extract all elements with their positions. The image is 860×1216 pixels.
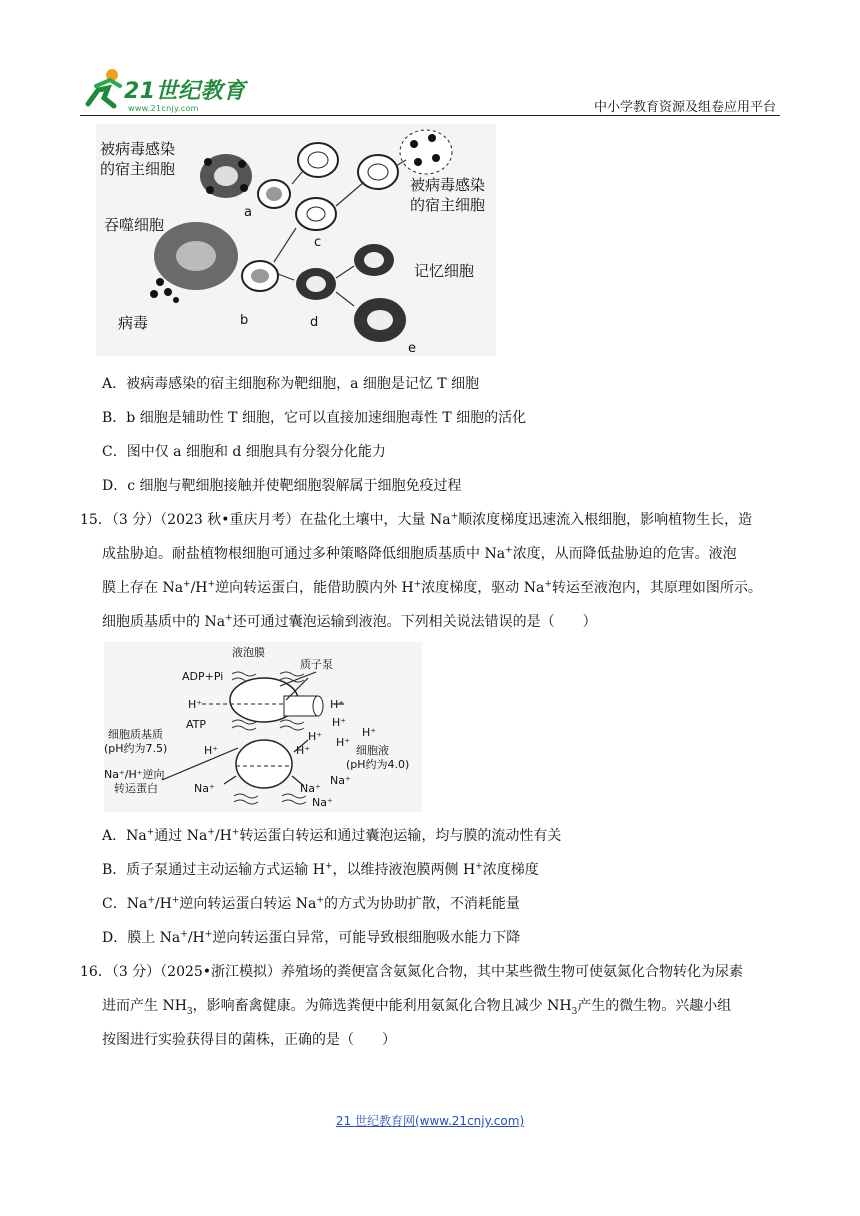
label-virus: 病毒 [118,314,149,332]
label-infected-host-left-1: 被病毒感染 [100,140,176,158]
label-vacuole-sap-1: 细胞液 [356,744,389,757]
q15-option-c: C．Na+/H+逆向转运蛋白转运 Na+的方式为协助扩散，不消耗能量 [102,895,520,912]
label-h-left: H⁺ [188,698,203,711]
label-vacuole-sap-2: (pH约为4.0) [346,758,410,771]
q14-option-d: D．c 细胞与靶细胞接触并使靶细胞裂解属于细胞免疫过程 [102,478,462,494]
q15-stem-line-3: 膜上存在 Na+/H+逆向转运蛋白，能借助膜内外 H+浓度梯度，驱动 Na+转运至液泡内，其原理如图所示。 [102,579,762,596]
label-h-right-3: H⁺ [308,730,323,743]
q15-stem-line-4: 细胞质基质中的 Na+还可通过囊泡运输到液泡。下列相关说法错误的是（ ） [102,613,597,630]
q15-stem-line-1: 15．（3 分）（2023 秋•重庆月考）在盐化土壤中，大量 Na+顺浓度梯度迅速流入根细胞，影响植物生长，造 [80,511,753,528]
label-h-antiporter-left: H⁺ [204,744,219,757]
label-na-left: Na⁺ [194,782,215,795]
label-infected-host-right-1: 被病毒感染 [410,176,486,194]
label-antiporter-1: Na⁺/H⁺逆向 [104,768,165,781]
immune-cells-figure [96,124,496,356]
header-platform-text: 中小学教育资源及组卷应用平台 [593,100,776,115]
label-h-right-2: H⁺ [332,716,347,729]
q14-option-b: B．b 细胞是辅助性 T 细胞，它可以直接加速细胞毒性 T 细胞的活化 [102,410,527,426]
label-h-antiporter-right: H⁺ [296,744,311,757]
label-cell-e: e [408,341,416,356]
header-divider [80,115,780,116]
q15-stem-line-2: 成盐胁迫。耐盐植物根细胞可通过多种策略降低细胞质基质中 Na+浓度，从而降低盐胁迫的危害。液泡 [102,545,737,562]
label-cell-b: b [240,313,249,328]
q16-stem-line-3: 按图进行实验获得目的菌株，正确的是（ ） [102,1032,396,1048]
runner-logo-icon [80,66,128,110]
footer-link[interactable]: 21 世纪教育网(www.21cnjy.com) [335,1114,525,1128]
label-atp: ATP [186,718,207,731]
label-adp-pi: ADP+Pi [182,670,224,683]
q16-stem-line-1: 16．（3 分）（2025•浙江模拟）养殖场的粪便富含氨氮化合物，其中某些微生物可使氨氮化合物转化为尿素 [80,964,744,980]
label-vacuole-membrane: 液泡膜 [232,646,265,659]
vacuole-transport-figure [104,642,422,812]
label-h-right-4: H⁺ [336,736,351,749]
label-na-right-1: Na⁺ [300,782,321,795]
label-na-right-2: Na⁺ [330,774,351,787]
q14-option-a: A．被病毒感染的宿主细胞称为靶细胞，a 细胞是记忆 T 细胞 [102,376,480,392]
label-na-right-3: Na⁺ [312,796,333,809]
label-h-right-1: H⁺ [330,698,345,711]
label-cytoplasm-2: (pH约为7.5) [104,742,168,755]
label-cytoplasm-1: 细胞质基质 [108,728,163,741]
label-cell-d: d [310,315,319,330]
q14-option-c: C．图中仅 a 细胞和 d 细胞具有分裂分化能力 [102,444,386,460]
label-infected-host-right-2: 的宿主细胞 [410,196,486,214]
logo-url: www.21cnjy.com [128,104,199,113]
label-cell-a: a [244,205,252,220]
label-h-far-right: H⁺ [362,726,377,739]
label-memory-cell: 记忆细胞 [414,262,475,280]
logo-text: 21世纪教育 [124,79,246,104]
q15-option-a: A．Na+通过 Na+/H+转运蛋白转运和通过囊泡运输，均与膜的流动性有关 [102,827,562,844]
label-infected-host-left-2: 的宿主细胞 [100,160,176,178]
label-cell-c: c [314,235,322,250]
q15-option-b: B．质子泵通过主动运输方式运输 H+，以维持液泡膜两侧 H+浓度梯度 [102,861,539,878]
q15-option-d: D．膜上 Na+/H+逆向转运蛋白异常，可能导致根细胞吸水能力下降 [102,929,521,946]
q16-stem-line-2: 进而产生 $NH_3$，影响畜禽健康。为筛选粪便中能利用氨氮化合物且减少 $NH_3$产生的微生物。兴趣小组 [102,998,732,1017]
label-phagocyte: 吞噬细胞 [104,216,165,234]
label-antiporter-2: 转运蛋白 [114,782,158,795]
label-proton-pump: 质子泵 [300,658,333,671]
